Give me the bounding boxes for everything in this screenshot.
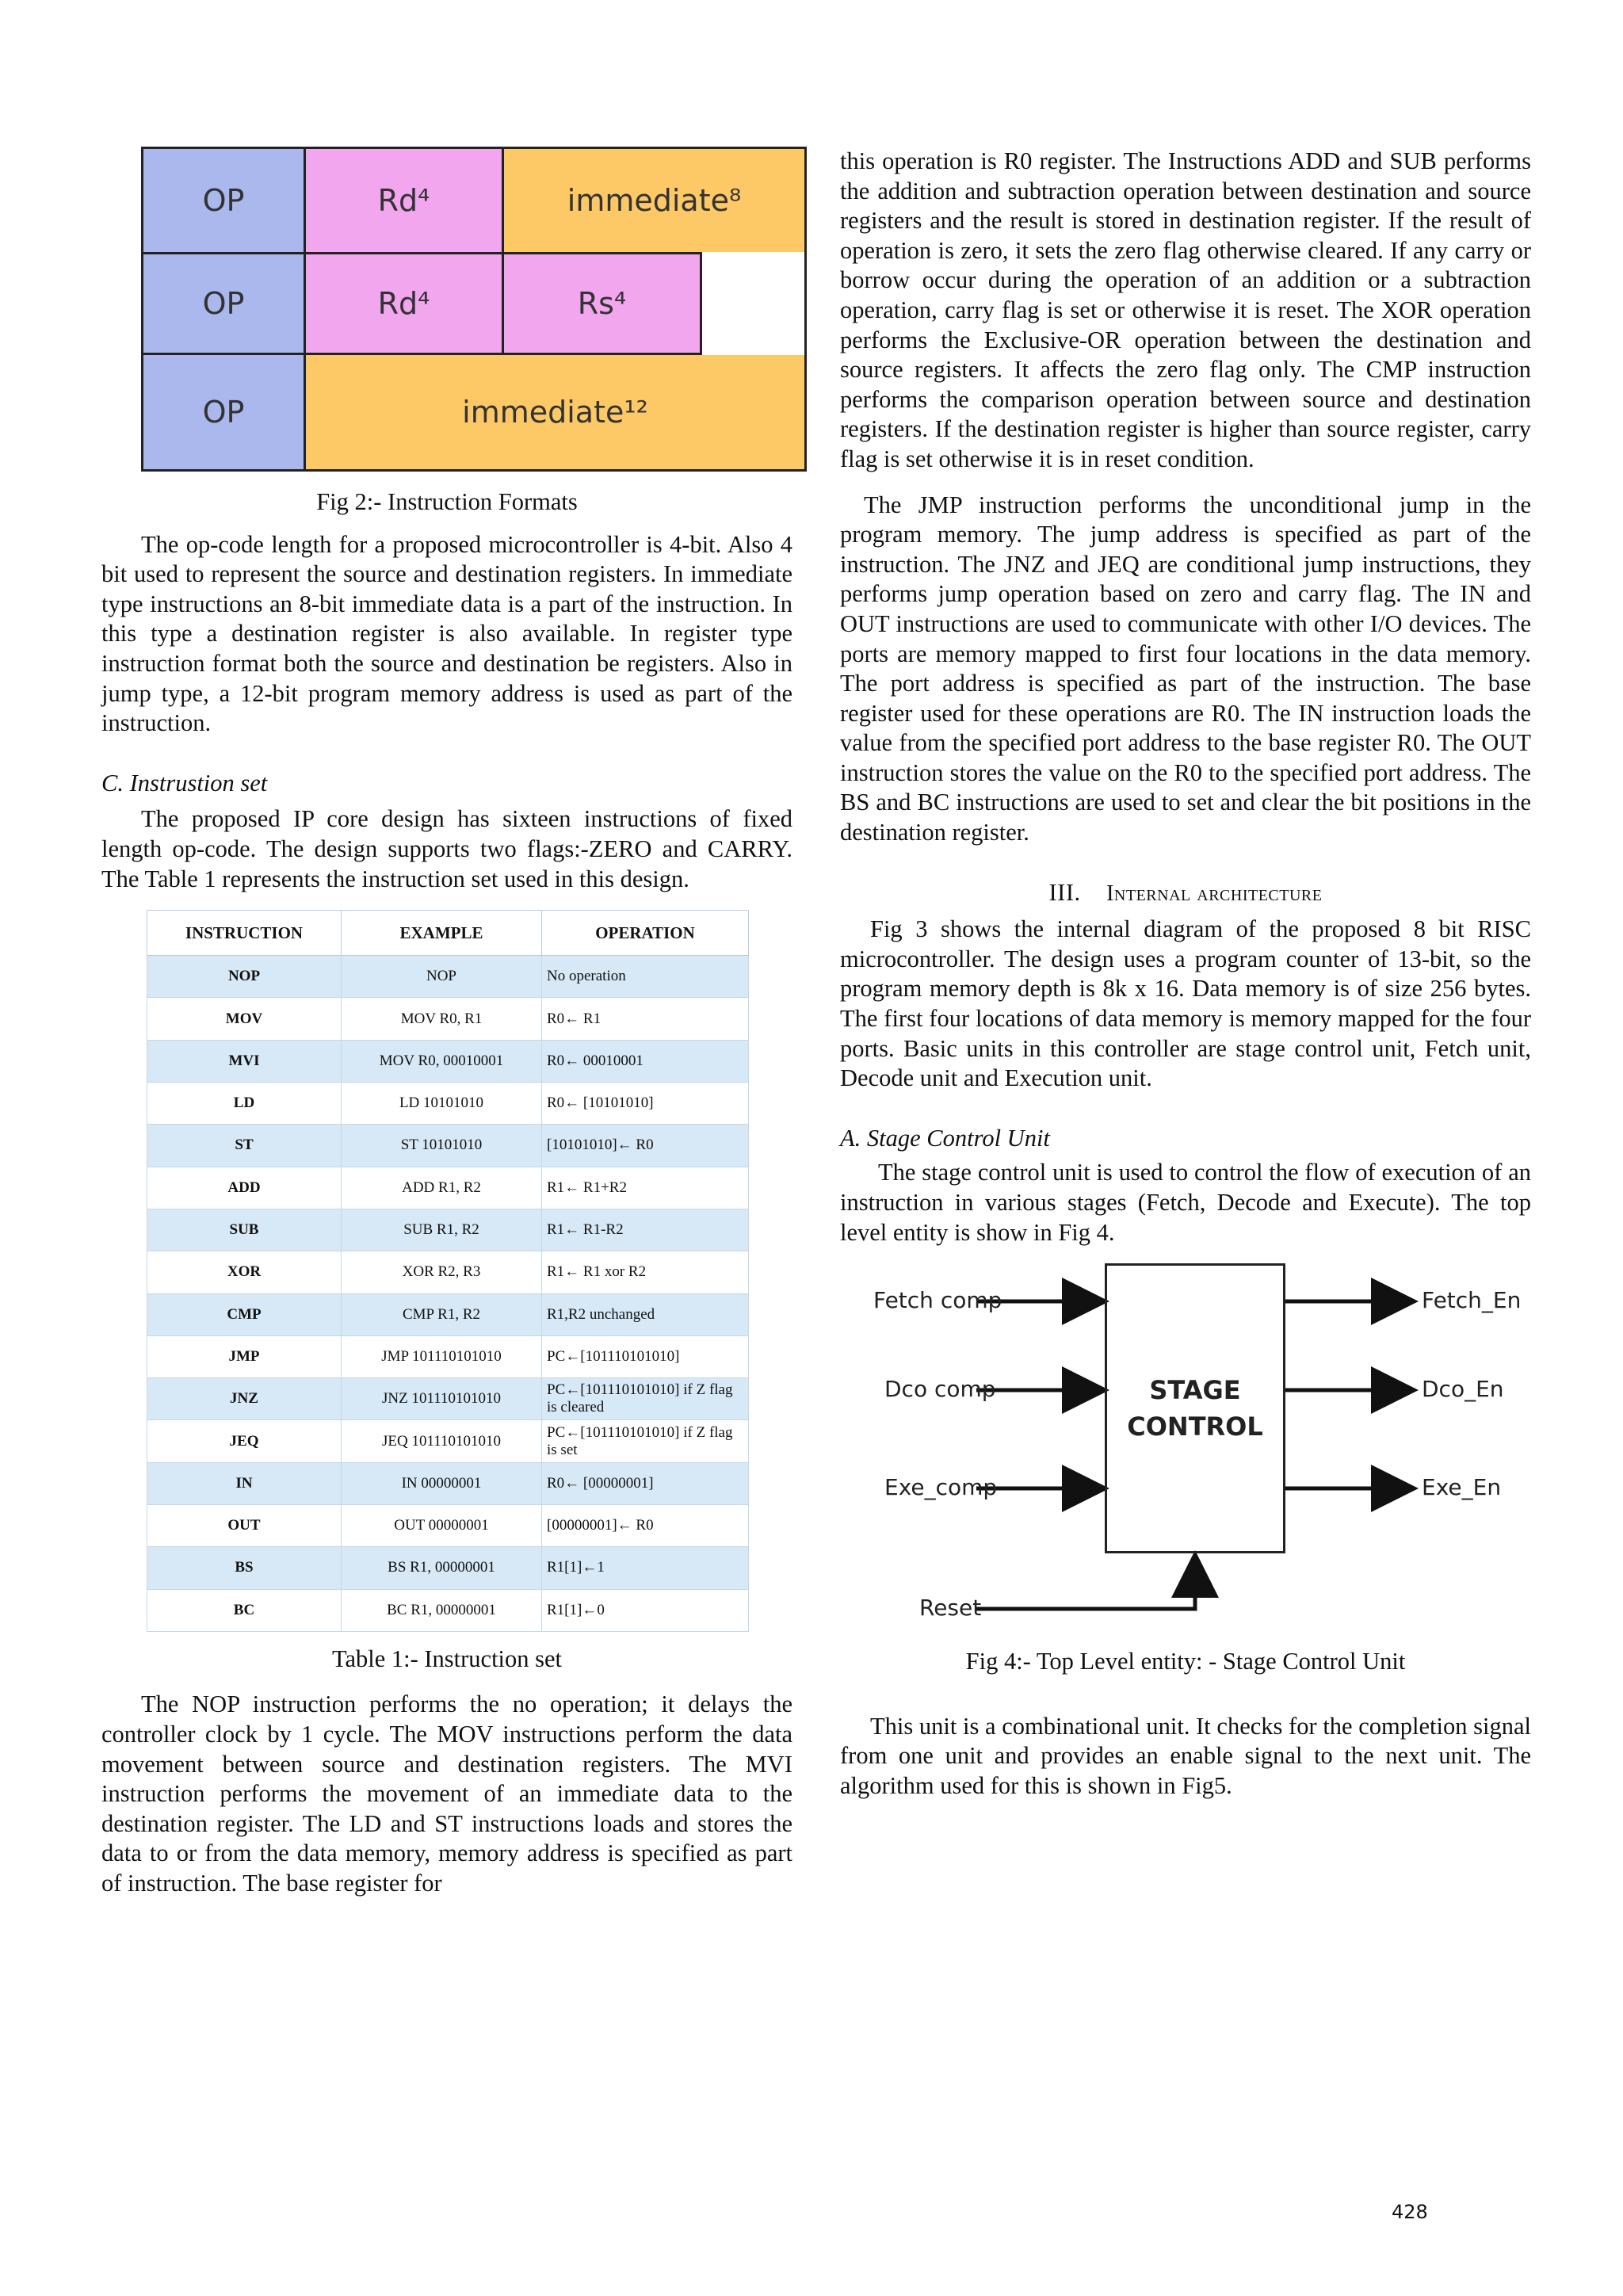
paragraph: The NOP instruction performs the no operation; it delays the controller clock by 1 cycle. The MOV instructions perform the data movement between source and destination registers. The MVI instruction performs the movement of an immediate data to the destination register. The LD and ST instructions loads and stores the data to or from the data memory, memory address is specified as part of instruction. The base register for [101,1690,792,1897]
example-cell: JEQ 101110101010 [342,1420,542,1462]
example-cell: OUT 00000001 [342,1504,542,1546]
table-row [147,956,749,998]
table-caption: Table 1:- Instruction set [331,1645,563,1672]
operation-cell: R1,R2 unchanged [542,1293,749,1335]
operation-cell: PC←[101110101010] if Z flag is cleared [542,1378,749,1420]
instruction-cell: MVI [147,1040,342,1082]
format-row-immediate12 [143,355,804,469]
instruction-cell: LD [147,1083,342,1125]
paragraph: The op-code length for a proposed microcontroller is 4-bit. Also 4 bit used to represent the source and destination registers. In immediate type instructions an 8-bit immediate data is a part of the instruction. In this type a destination register is also available. In register type instruction format both the source and destination be registers. Also in jump type, a 12-bit program memory address is used as part of the instruction. [101,530,792,737]
instruction-cell: OUT [147,1504,342,1546]
instruction-cell: ST [147,1125,342,1167]
table-row [147,1167,749,1209]
operation-cell: R0← 00010001 [542,1040,749,1082]
paragraph: This unit is a combinational unit. It checks for the completion signal from one unit and provides an enable signal to the next unit. The algorithm used for this is shown in Fig5. [840,1712,1531,1799]
example-cell: JNZ 101110101010 [342,1378,542,1420]
operation-cell: R0← [10101010] [542,1083,749,1125]
example-cell: IN 00000001 [342,1462,542,1504]
section-heading: C. Instrustion set [101,769,268,797]
example-cell: SUB R1, R2 [342,1209,542,1251]
example-cell: NOP [342,956,542,998]
exe-en-label: Exe_En [1422,1474,1502,1501]
rd-field: Rd⁴ [306,254,504,353]
dco-comp-label: Dco comp [884,1376,996,1403]
paragraph: The proposed IP core design has sixteen instructions of fixed length op-code. The design supports two flags:-ZERO and CARRY. The Table 1 represents the instruction set used in this design. [101,805,792,892]
operation-cell: R0← [00000001] [542,1462,749,1504]
paragraph: The JMP instruction performs the unconditional jump in the program memory. The jump address is specified as part of the instruction. The JNZ and JEQ are conditional jump instructions, they performs jump operation based on zero and carry flag. The IN and OUT instructions are used to communicate with other I/O devices. The ports are memory mapped to first four locations in the data memory. The port address is specified as part of the instruction. The base register used for these operations are R0. The IN instruction loads the value from the specified port address to the base register R0. The OUT instruction stores the value on the R0 to the specified port address. The BS and BC instructions are used to set and clear the bit positions in the destination register. [840,491,1531,846]
stage-control-figure [840,1263,1531,1644]
operation-cell: R1[1]←0 [542,1589,749,1631]
format-row-immediate8 [143,149,804,252]
op-field: OP [143,254,306,353]
table-row [147,1293,749,1335]
instruction-cell: BS [147,1547,342,1589]
table-row [147,1335,749,1377]
example-cell: LD 10101010 [342,1083,542,1125]
table-row [147,1547,749,1589]
table-row [147,1462,749,1504]
table-row [147,1420,749,1462]
dco-en-label: Dco_En [1422,1376,1504,1403]
instruction-cell: XOR [147,1251,342,1293]
instruction-cell: SUB [147,1209,342,1251]
rd-field: Rd⁴ [306,149,504,252]
section-number: III. [1048,878,1081,906]
example-cell: CMP R1, R2 [342,1293,542,1335]
column-header: INSTRUCTION [147,911,342,956]
section-heading [840,878,1531,909]
example-cell: XOR R2, R3 [342,1251,542,1293]
instruction-cell: IN [147,1462,342,1504]
paragraph: this operation is R0 register. The Instructions ADD and SUB performs the addition and subtraction operation between destination and source registers and the result is stored in destination register. If the result of operation is zero, it sets the zero flag otherwise cleared. If any carry or borrow occur during the operation of an addition or a subtraction operation, carry flag is set or otherwise it is reset. The XOR operation performs the Exclusive-OR operation between the destination and source registers. It affects the zero flag only. The CMP instruction performs the comparison operation between source and destination registers. If the destination register is higher than source register, carry flag is set otherwise it is in reset condition. [840,147,1531,472]
arrow-reset [976,1558,1195,1609]
example-cell: BS R1, 00000001 [342,1547,542,1589]
fetch-comp-label: Fetch comp [873,1287,1002,1314]
instruction-format-figure [141,147,807,472]
table-row [147,1040,749,1082]
table-row [147,1589,749,1631]
instruction-cell: JMP [147,1335,342,1377]
instruction-cell: BC [147,1589,342,1631]
stage-control-block [1105,1263,1285,1553]
paragraph: Fig 3 shows the internal diagram of the proposed 8 bit RISC microcontroller. The design uses a program counter of 13-bit, so the program memory depth is 8k x 16. Data memory is of size 256 bytes. The first four locations of data memory is memory mapped for the four ports. Basic units in this controller are stage control unit, Fetch unit, Decode unit and Execution unit. [840,915,1531,1092]
instruction-cell: NOP [147,956,342,998]
example-cell: ST 10101010 [342,1125,542,1167]
fetch-en-label: Fetch_En [1422,1287,1522,1314]
table-header-row [147,911,749,956]
operation-cell: R1← R1+R2 [542,1167,749,1209]
reset-label: Reset [919,1595,982,1622]
fig4-caption: Fig 4:- Top Level entity: - Stage Control Unit [965,1648,1406,1675]
exe-comp-label: Exe_comp [884,1474,998,1501]
format-row-register [143,252,702,355]
column-header: EXAMPLE [342,911,542,956]
table-row [147,1083,749,1125]
immediate12-field: immediate¹² [306,355,804,469]
page-number: 428 [1392,2201,1428,2223]
left-column [101,147,792,1899]
table-row [147,1251,749,1293]
block-title-line1: STAGE [1149,1375,1241,1406]
operation-cell: [00000001]← R0 [542,1504,749,1546]
fig2-caption: Fig 2:- Instruction Formats [316,488,578,515]
instruction-cell: ADD [147,1167,342,1209]
paragraph: The stage control unit is used to control the flow of execution of an instruction in various stages (Fetch, Decode and Execute). The top level entity is show in Fig 4. [840,1159,1531,1246]
table-row [147,1504,749,1546]
column-header: OPERATION [542,911,749,956]
table-row [147,998,749,1040]
operation-cell: R1← R1 xor R2 [542,1251,749,1293]
immediate8-field: immediate⁸ [504,149,804,252]
table-row [147,1378,749,1420]
operation-cell: [10101010]← R0 [542,1125,749,1167]
example-cell: BC R1, 00000001 [342,1589,542,1631]
operation-cell: PC←[101110101010] [542,1335,749,1377]
instruction-cell: CMP [147,1293,342,1335]
op-field: OP [143,149,306,252]
operation-cell: R0← R1 [542,998,749,1040]
instruction-cell: JNZ [147,1378,342,1420]
example-cell: ADD R1, R2 [342,1167,542,1209]
section-heading: A. Stage Control Unit [840,1124,1050,1152]
section-title: Internal architecture [1106,881,1323,906]
table-row [147,1125,749,1167]
operation-cell: R1[1]←1 [542,1547,749,1589]
instruction-set-table [147,910,749,1632]
rs-field: Rs⁴ [504,254,702,353]
operation-cell: R1← R1-R2 [542,1209,749,1251]
example-cell: MOV R0, 00010001 [342,1040,542,1082]
instruction-cell: JEQ [147,1420,342,1462]
op-field: OP [143,355,306,469]
example-cell: MOV R0, R1 [342,998,542,1040]
table-row [147,1209,749,1251]
block-title-line2: CONTROL [1127,1412,1263,1442]
instruction-cell: MOV [147,998,342,1040]
operation-cell: No operation [542,956,749,998]
operation-cell: PC←[101110101010] if Z flag is set [542,1420,749,1462]
right-column [840,147,1531,1801]
example-cell: JMP 101110101010 [342,1335,542,1377]
